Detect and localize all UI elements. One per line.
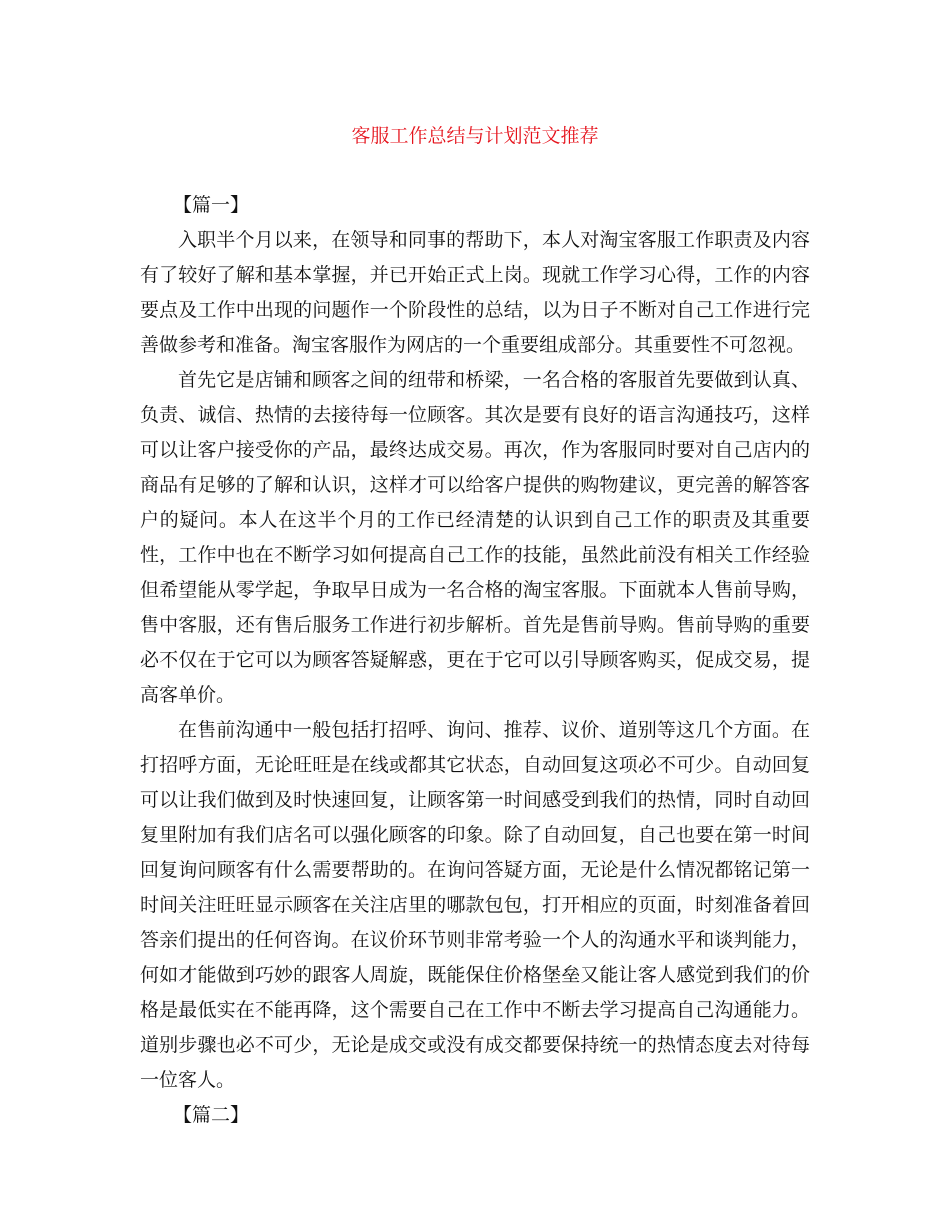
document-title: 客服工作总结与计划范文推荐: [351, 125, 599, 147]
section-heading-2: 【篇二】: [173, 1104, 250, 1126]
section-heading-1: 【篇一】: [173, 194, 250, 216]
paragraph-3: 在售前沟通中一般包括打招呼、询问、推荐、议价、道别等这几个方面。在打招呼方面，无论旺旺是在线或都其它状态，自动回复这项必不可少。自动回复可以让我们做到及时快速回复，让顾客第一时间感受到我们的热情，同时自动回复里附加有我们店名可以强化顾客的印象。除了自动回复，自己也要在第一时间回复询问顾客有什么需要帮助的。在询问答疑方面，无论是什么情况都铭记第一时间关注旺旺显示顾客在关注店里的哪款包包，打开相应的页面，时刻准备着回答亲们提出的任何咨询。在议价环节则非常考验一个人的沟通水平和谈判能力，何如才能做到巧妙的跟客人周旋，既能保住价格堡垒又能让客人感觉到我们的价格是最低实在不能再降，这个需要自己在工作中不断去学习提高自己沟通能力。道别步骤也必不可少，无论是成交或没有成交都要保持统一的热情态度去对待每一位客人。: [140, 719, 810, 1091]
paragraph-2: 首先它是店铺和顾客之间的纽带和桥梁，一名合格的客服首先要做到认真、负责、诚信、热情的去接待每一位顾客。其次是要有良好的语言沟通技巧，这样可以让客户接受你的产品，最终达成交易。再次，作为客服同时要对自己店内的商品有足够的了解和认识，这样才可以给客户提供的购物建议，更完善的解答客户的疑问。本人在这半个月的工作已经清楚的认识到自己工作的职责及其重要性，工作中也在不断学习如何提高自己工作的技能，虽然此前没有相关工作经验但希望能从零学起，争取早日成为一名合格的淘宝客服。下面就本人售前导购，售中客服，还有售后服务工作进行初步解析。首先是售前导购。售前导购的重要必不仅在于它可以为顾客答疑解惑，更在于它可以引导顾客购买，促成交易，提高客单价。: [140, 369, 810, 706]
paragraph-1: 入职半个月以来，在领导和同事的帮助下，本人对淘宝客服工作职责及内容有了较好了解和基本掌握，并已开始正式上岗。现就工作学习心得，工作的内容要点及工作中出现的问题作一个阶段性的总结，以为日子不断对自己工作进行完善做参考和准备。淘宝客服作为网店的一个重要组成部分。其重要性不可忽视。: [140, 229, 810, 356]
document-body: [140, 188, 810, 1133]
